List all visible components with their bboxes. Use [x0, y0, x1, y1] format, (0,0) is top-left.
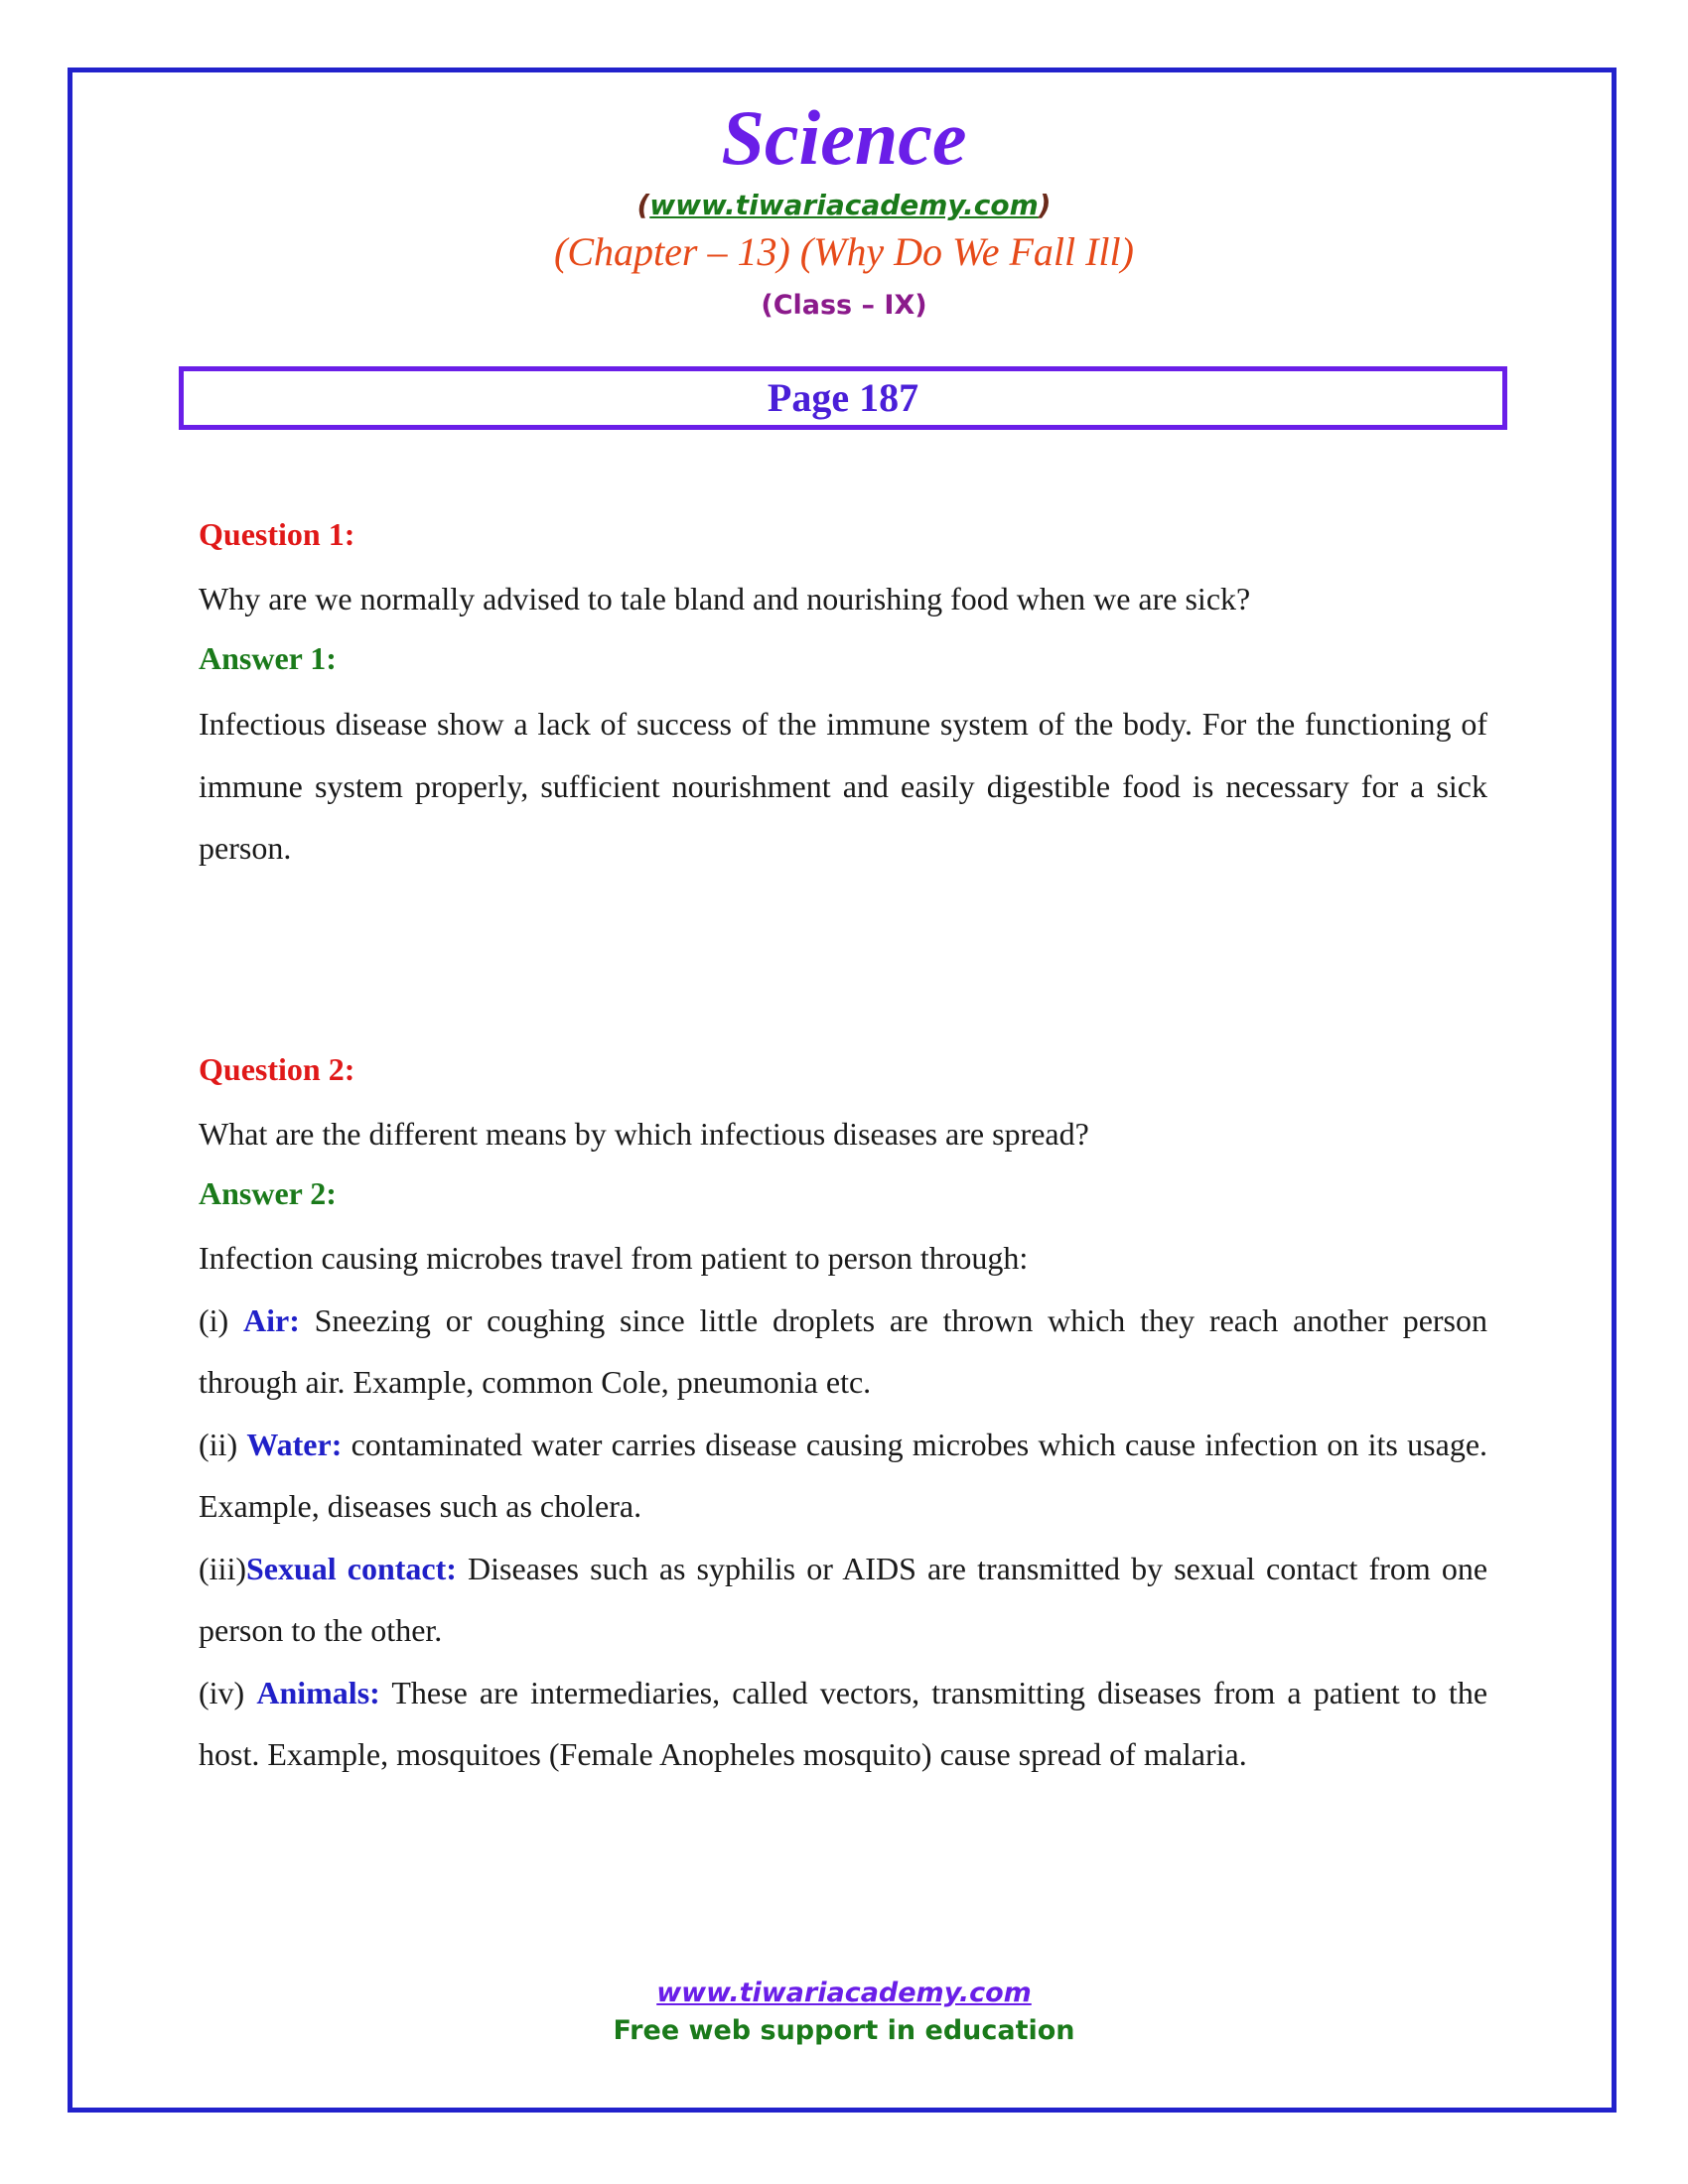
header-website: (www.tiwariacademy.com): [636, 189, 1052, 221]
question-1-label: Question 1:: [199, 516, 355, 552]
page-title: Science: [721, 94, 967, 181]
answer-2-label: Answer 2:: [199, 1175, 337, 1211]
list-item: [199, 1538, 1487, 1662]
list-item-number: (i): [199, 1301, 229, 1338]
answer-2-body: [199, 1227, 1487, 1786]
list-item-keyword: Animals:: [256, 1674, 380, 1710]
list-item: [199, 1290, 1487, 1414]
list-item-keyword: Water:: [246, 1426, 343, 1462]
list-item-keyword: Sexual contact:: [245, 1550, 457, 1586]
list-item-text: These are intermediaries, called vectors, transmitting diseases from a patient to the host. Example, mosquitoes (Female Anopheles mosquito) cause spread of malaria.: [199, 1674, 1488, 1772]
list-item: [199, 1662, 1487, 1786]
chapter-title: (Chapter – 13) (Why Do We Fall Ill): [554, 229, 1134, 274]
list-item-number: (iii): [199, 1550, 246, 1586]
question-1-text: Why are we normally advised to tale bland and nourishing food when we are sick?: [199, 581, 1251, 616]
answer-2-intro: Infection causing microbes travel from patient to person through:: [199, 1240, 1029, 1276]
list-item-number: (iv): [199, 1674, 245, 1710]
page-number-box: Page 187: [179, 366, 1507, 430]
question-2-label: Question 2:: [199, 1051, 355, 1087]
footer-tagline: Free web support in education: [613, 2015, 1075, 2046]
question-2-text: What are the different means by which infectious diseases are spread?: [199, 1116, 1089, 1152]
list-item-keyword: Air:: [242, 1301, 300, 1338]
class-label: (Class – IX): [761, 290, 927, 321]
list-item-text: Diseases such as syphilis or AIDS are transmitted by sexual contact from one person to the other.: [199, 1550, 1488, 1648]
answer-1-text: Infectious disease show a lack of success of the immune system of the body. For the functioning of immune system properly, sufficient nourishment and easily digestible food is necessary for a sick person.: [199, 706, 1487, 866]
list-item: [199, 1414, 1487, 1538]
header-website-link[interactable]: www.tiwariacademy.com: [649, 189, 1039, 221]
list-item-number: (ii): [199, 1426, 238, 1462]
answer-1-label: Answer 1:: [199, 640, 337, 676]
list-item-text: Sneezing or coughing since little droplets are thrown which they reach another person through air. Example, common Cole, pneumonia etc.: [199, 1301, 1488, 1400]
footer-website-link[interactable]: www.tiwariacademy.com: [656, 1978, 1032, 2008]
list-item-text: contaminated water carries disease causing microbes which cause infection on its usage. Example, diseases such as cholera.: [199, 1426, 1488, 1524]
